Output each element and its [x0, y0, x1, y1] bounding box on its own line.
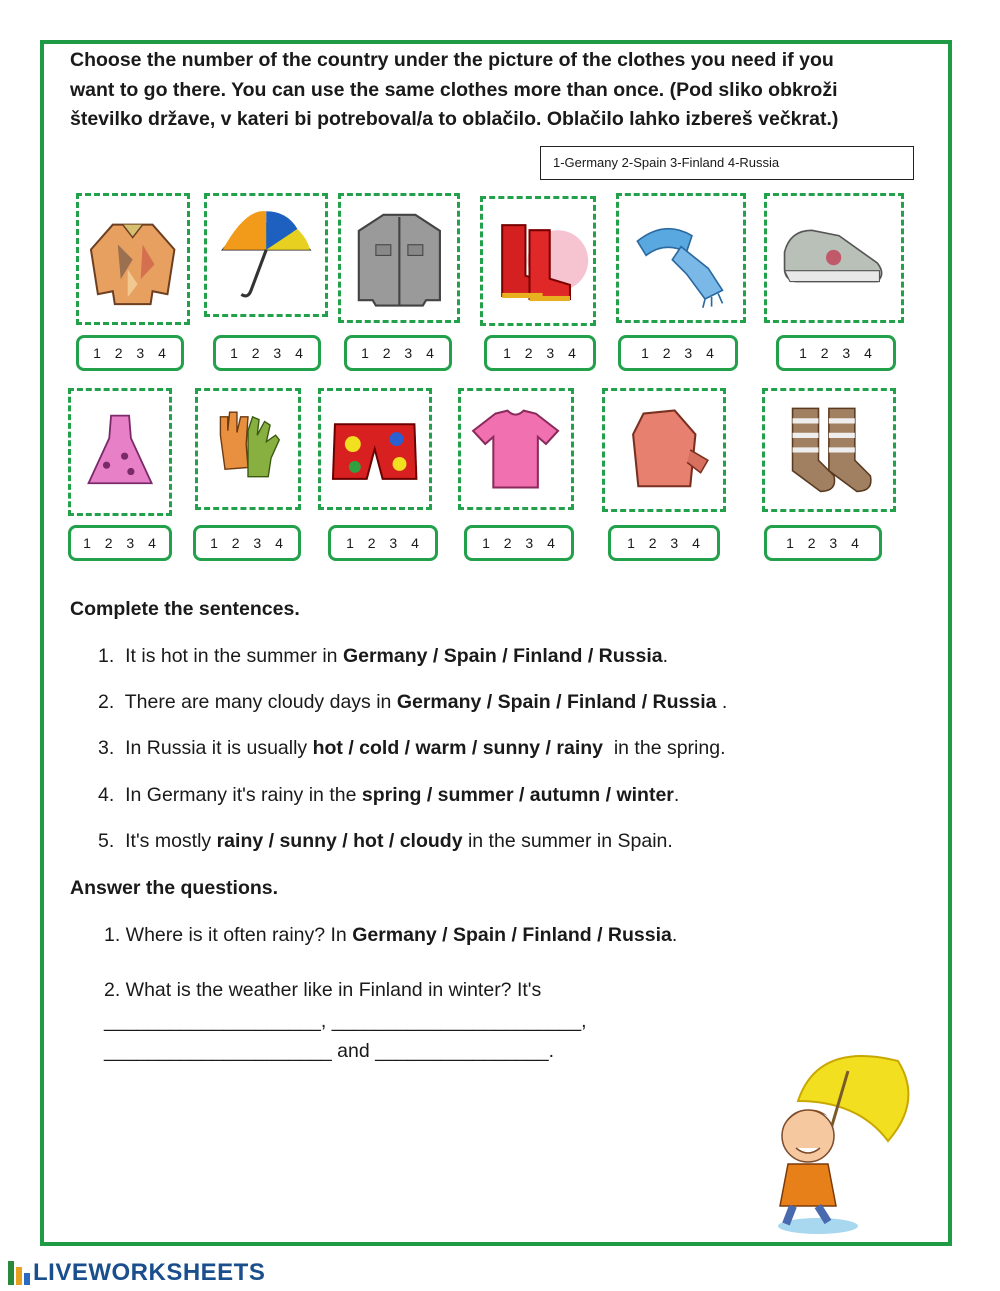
question-2: 2. What is the weather like in Finland in winter? It's: [104, 979, 542, 1001]
kid-with-umbrella-illustration: [748, 1046, 920, 1236]
choice-seasons[interactable]: spring / summer / autumn / winter: [361, 784, 674, 806]
sentence-4: 4. In Germany it's rainy in the spring / summer / autumn / winter.: [98, 784, 680, 806]
picture-umbrella: [204, 193, 328, 317]
shorts-icon: [325, 398, 424, 500]
scarf-icon: [624, 203, 738, 312]
country-legend: 1-Germany 2-Spain 3-Finland 4-Russia: [540, 146, 914, 180]
gloves-icon: [202, 398, 294, 500]
sentence-2: 2. There are many cloudy days in Germany / Spain / Finland / Russia .: [98, 691, 728, 713]
picture-coat: [602, 388, 726, 512]
dress-icon: [75, 398, 165, 505]
instructions-text: Choose the number of the country under the picture of the clothes you need if you want to go there. You can use the same clothes more than once. (Pod sliko obkroži številko države, v kateri bi potreboval/a to oblačilo. Oblačilo lahko izbereš večkrat.): [70, 49, 839, 130]
picture-sneakers: [764, 193, 904, 323]
answer-heading: Answer the questions.: [70, 877, 279, 899]
jacket-icon: [346, 203, 453, 312]
umbrella-icon: [212, 203, 321, 307]
options-t-shirt[interactable]: 1 2 3 4: [464, 525, 574, 561]
complete-heading: Complete the sentences.: [70, 598, 300, 620]
socks-icon: [770, 398, 888, 502]
logo-mark-icon: [8, 1261, 30, 1285]
picture-gloves: [195, 388, 301, 510]
rain-boots-icon: [487, 206, 588, 315]
choice-countries[interactable]: Germany / Spain / Finland / Russia: [342, 645, 663, 667]
picture-rain-boots: [480, 196, 596, 326]
options-coat[interactable]: 1 2 3 4: [608, 525, 720, 561]
options-shorts[interactable]: 1 2 3 4: [328, 525, 438, 561]
options-umbrella[interactable]: 1 2 3 4: [213, 335, 321, 371]
options-scarf[interactable]: 1 2 3 4: [618, 335, 738, 371]
picture-t-shirt: [458, 388, 574, 510]
picture-scarf: [616, 193, 746, 323]
picture-socks: [762, 388, 896, 512]
choice-countries[interactable]: Germany / Spain / Finland / Russia: [352, 924, 672, 946]
options-sweater[interactable]: 1 2 3 4: [76, 335, 184, 371]
answer-blank-line-2[interactable]: _____________________ and ________________.: [104, 1040, 555, 1062]
liveworksheets-logo: LIVEWORKSHEETS: [8, 1258, 265, 1288]
choice-weather[interactable]: rainy / sunny / hot / cloudy: [216, 830, 463, 852]
options-rain-boots[interactable]: 1 2 3 4: [484, 335, 596, 371]
question-1: 1. Where is it often rainy? In Germany / Spain / Finland / Russia.: [104, 924, 678, 946]
options-dress[interactable]: 1 2 3 4: [68, 525, 172, 561]
sentence-5: 5. It's mostly rainy / sunny / hot / cloudy in the summer in Spain.: [98, 830, 673, 852]
picture-sweater: [76, 193, 190, 325]
sentence-3: 3. In Russia it is usually hot / cold / warm / sunny / rainy in the spring.: [98, 737, 726, 759]
options-gloves[interactable]: 1 2 3 4: [193, 525, 301, 561]
picture-jacket: [338, 193, 460, 323]
picture-shorts: [318, 388, 432, 510]
coat-icon: [610, 398, 719, 502]
answer-blank-line-1[interactable]: ____________________, _______________________,: [104, 1010, 587, 1032]
options-sneakers[interactable]: 1 2 3 4: [776, 335, 896, 371]
sweater-icon: [83, 204, 182, 315]
choice-weather[interactable]: hot / cold / warm / sunny / rainy: [312, 737, 603, 759]
sentence-1: 1. It is hot in the summer in Germany / Spain / Finland / Russia.: [98, 645, 669, 667]
t-shirt-icon: [465, 398, 566, 500]
picture-dress: [68, 388, 172, 516]
sneakers-icon: [772, 203, 895, 312]
choice-countries[interactable]: Germany / Spain / Finland / Russia: [396, 691, 717, 713]
options-socks[interactable]: 1 2 3 4: [764, 525, 882, 561]
options-jacket[interactable]: 1 2 3 4: [344, 335, 452, 371]
